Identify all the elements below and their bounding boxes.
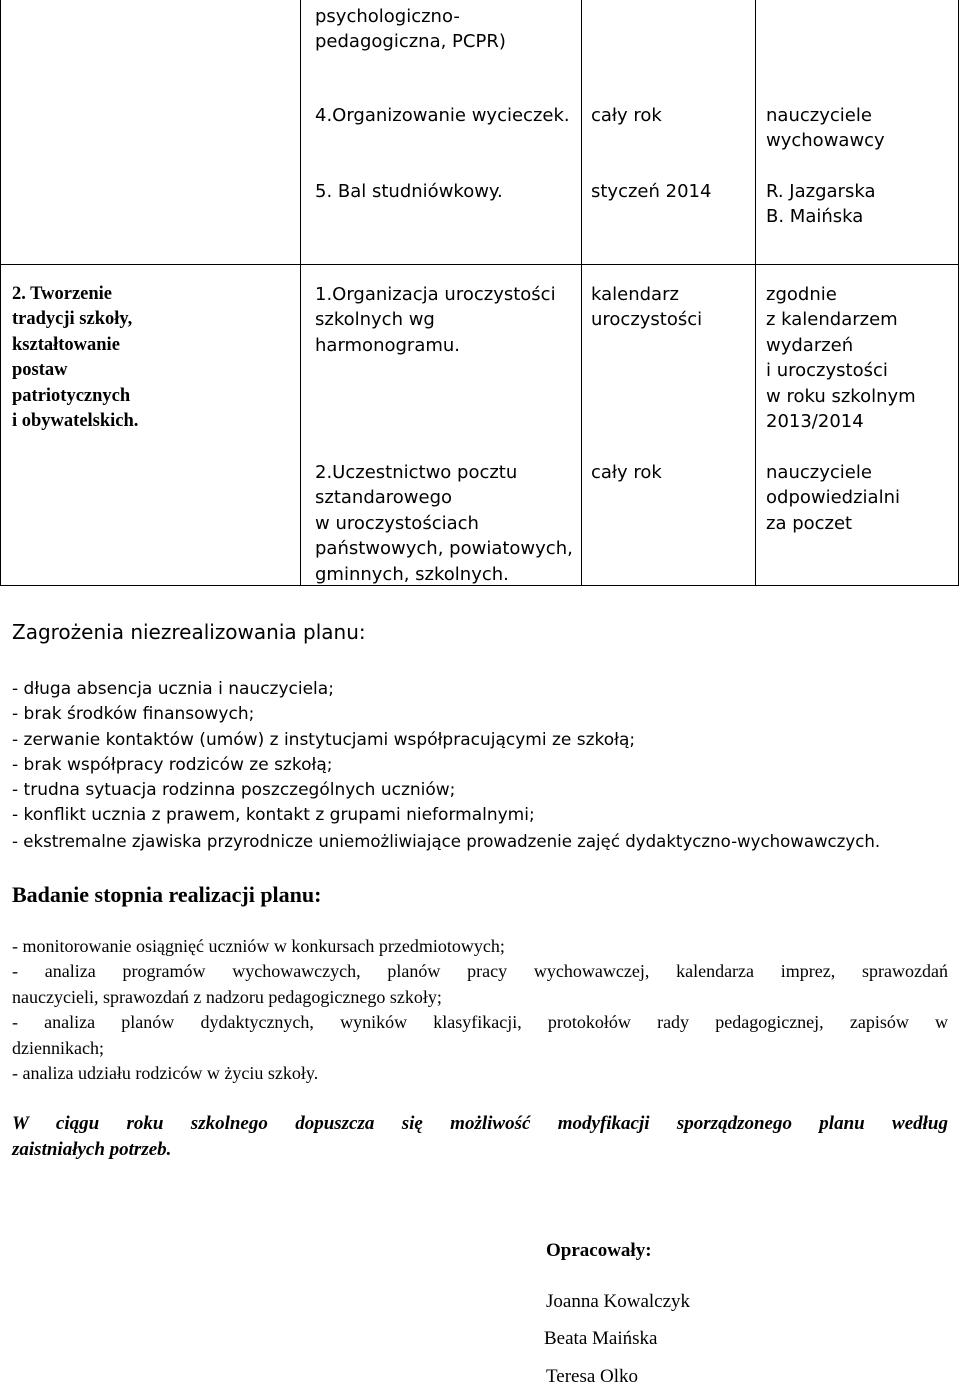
text-line: nauczyciele	[766, 462, 872, 483]
table-row-divider	[0, 264, 959, 265]
evaluation-item-2-line-2: nauczycieli, sprawozdań z nadzoru pedagogicznego szkoły;	[12, 987, 442, 1007]
author-name: Teresa Olko	[546, 1366, 639, 1387]
table-border-col3	[581, 0, 582, 586]
text-line: R. Jazgarska	[766, 181, 876, 202]
table-cell-task-5	[315, 179, 503, 204]
text-line: 5. Bal studniówkowy.	[315, 181, 503, 202]
text-line: postaw	[12, 360, 68, 381]
table-cell-date-1	[591, 282, 702, 333]
text-line: pedagogiczna, PCPR)	[315, 31, 506, 53]
modification-note-line-1: W ciągu roku szkolnego dopuszcza się możliwość modyfikacji sporządzonego planu według	[12, 1113, 948, 1134]
text-line: tradycji szkoły,	[12, 309, 133, 330]
text-line: za poczet	[766, 512, 853, 534]
table-border-col4	[755, 0, 756, 586]
text-line: wychowawcy	[766, 130, 885, 152]
text-line: państwowych, powiatowych,	[315, 538, 573, 560]
text-line: sztandarowego	[315, 487, 453, 509]
evaluation-item-3-line-2: dziennikach;	[12, 1038, 104, 1058]
evaluation-item-3-line-1: - analiza planów dydaktycznych, wyników klasyfikacji, protokołów rady pedagogicznej, zapisów w	[12, 1012, 948, 1032]
text-line: nauczyciele	[766, 105, 872, 126]
text-line: uroczystości	[591, 309, 703, 331]
table-cell-responsible-1	[766, 282, 916, 434]
table-border-col2	[300, 0, 301, 586]
text-line: 1.Organizacja uroczystości	[315, 284, 556, 305]
author-name: Joanna Kowalczyk	[546, 1291, 691, 1312]
text-line: wydarzeń	[766, 334, 854, 356]
table-border-left	[0, 0, 1, 586]
list-item: - ekstremalne zjawiska przyrodnicze uniemożliwiające prowadzenie zajęć dydaktyczno-wychowawczych.	[12, 831, 881, 851]
text-line: kalendarz	[591, 284, 679, 305]
text-line: 2013/2014	[766, 411, 864, 433]
text-line: zgodnie	[766, 284, 837, 305]
table-cell-area	[12, 282, 138, 434]
text-line: gminnych, szkolnych.	[315, 563, 509, 585]
list-item: - zerwanie kontaktów (umów) z instytucjami współpracującymi ze szkołą;	[12, 729, 636, 750]
text-line: odpowiedzialni	[766, 487, 900, 509]
text-line: 2. Tworzenie	[12, 284, 113, 304]
text-line: B. Maińska	[766, 206, 864, 228]
text-line: cały rok	[591, 105, 662, 126]
text-line: patriotycznych	[12, 385, 131, 406]
evaluation-heading: Badanie stopnia realizacji planu:	[12, 882, 322, 907]
authors-heading: Opracowały:	[546, 1240, 652, 1261]
text-line: cały rok	[591, 462, 662, 483]
modification-note-line-2: zaistniałych potrzeb.	[12, 1139, 172, 1160]
table-border-right	[958, 0, 959, 586]
text-line: i obywatelskich.	[12, 411, 139, 432]
table-cell-task-continuation	[315, 4, 506, 55]
table-cell-task-2	[315, 460, 573, 587]
text-line: 4.Organizowanie wycieczek.	[315, 105, 570, 126]
text-line: kształtowanie	[12, 334, 120, 355]
text-line: styczeń 2014	[591, 181, 712, 202]
list-item: - długa absencja ucznia i nauczyciela;	[12, 679, 334, 699]
text-line: w uroczystościach	[315, 512, 479, 534]
threats-heading: Zagrożenia niezrealizowania planu:	[12, 620, 366, 644]
evaluation-item-2-line-1: - analiza programów wychowawczych, planów pracy wychowawczej, kalendarza imprez, sprawozdań	[12, 961, 948, 981]
table-cell-date-5	[591, 179, 711, 204]
text-line: psychologiczno-	[315, 6, 460, 27]
text-line: w roku szkolnym	[766, 385, 916, 407]
table-cell-responsible-5	[766, 179, 875, 230]
threats-list	[12, 677, 880, 854]
list-item: - brak środków finansowych;	[12, 704, 255, 725]
text-line: szkolnych wg	[315, 309, 435, 331]
text-line: z kalendarzem	[766, 309, 898, 331]
list-item: - konflikt ucznia z prawem, kontakt z grupami nieformalnymi;	[12, 805, 535, 826]
table-cell-date-4	[591, 103, 662, 128]
list-item: - trudna sytuacja rodzinna poszczególnych uczniów;	[12, 780, 456, 801]
list-item: - brak współpracy rodziców ze szkołą;	[12, 754, 333, 775]
table-cell-date-2	[591, 460, 662, 485]
text-line: 2.Uczestnictwo pocztu	[315, 462, 518, 483]
table-cell-task-1	[315, 282, 556, 358]
table-cell-task-4	[315, 103, 570, 128]
table-cell-responsible-4	[766, 103, 885, 154]
table-cell-responsible-2	[766, 460, 900, 536]
evaluation-item-4: - analiza udziału rodziców w życiu szkoły.	[12, 1063, 319, 1083]
text-line: i uroczystości	[766, 360, 888, 382]
evaluation-item-1: - monitorowanie osiągnięć uczniów w konkursach przedmiotowych;	[12, 936, 505, 956]
text-line: harmonogramu.	[315, 334, 461, 356]
author-name: Beata Maińska	[544, 1328, 658, 1349]
